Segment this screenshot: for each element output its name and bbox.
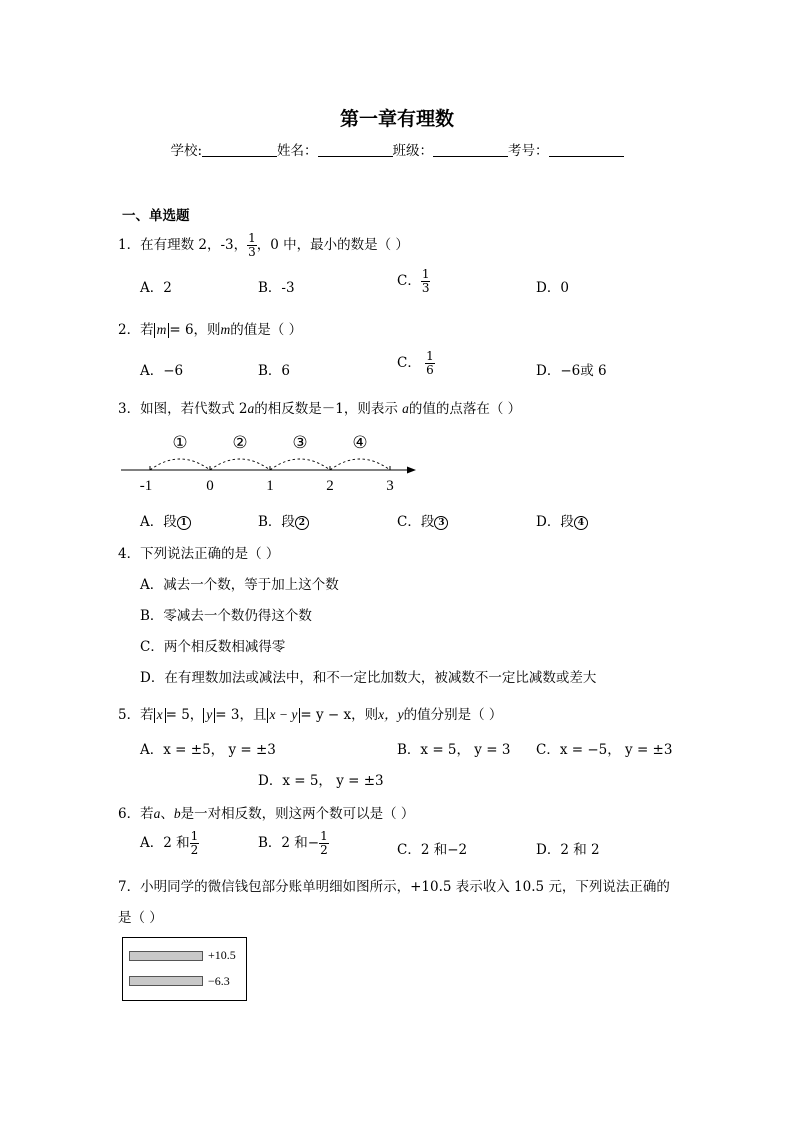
absolute-value: x − y bbox=[267, 708, 301, 723]
name-label: 姓名： bbox=[277, 143, 318, 159]
segment-label: ④ bbox=[352, 433, 368, 453]
section-heading: 一、单选题 bbox=[122, 208, 190, 224]
q5-option-b[interactable]: B．x = 5， y = 3 bbox=[397, 742, 511, 758]
q2-option-b[interactable]: B．6 bbox=[258, 363, 291, 379]
q3-option-c[interactable]: C．段 3 bbox=[397, 510, 448, 530]
circled-number-icon: 4 bbox=[574, 516, 588, 530]
q3-option-b[interactable]: B．段 2 bbox=[258, 510, 309, 530]
income-amount: +10.5 bbox=[208, 948, 236, 962]
q4-option-c[interactable]: C．两个相反数相减得零 bbox=[140, 639, 286, 655]
class-label: 班级： bbox=[392, 143, 434, 159]
expense-bar bbox=[129, 976, 203, 986]
q1-option-a[interactable]: A．2 bbox=[140, 280, 172, 296]
q2-option-c[interactable]: C． $\frac{1}{6}$ bbox=[397, 349, 434, 378]
wallet-bill-figure bbox=[122, 937, 247, 1001]
circled-number-icon: 1 bbox=[177, 516, 191, 530]
tick-label: -1 bbox=[139, 478, 153, 494]
q2-option-a[interactable]: A．−6 bbox=[140, 363, 184, 379]
absolute-value: m bbox=[154, 323, 170, 338]
question-3-stem: 3．如图，若代数式 2a的相反数是－1，则表示 a的值的点落在（ ） bbox=[118, 401, 522, 417]
segment-label: ② bbox=[232, 433, 248, 453]
fraction: $\frac{1}{2}$ bbox=[190, 829, 199, 858]
q5-option-c[interactable]: C．x = −5， y = ±3 bbox=[536, 742, 673, 758]
tick-marks bbox=[150, 466, 390, 470]
segment-label: ① bbox=[172, 433, 188, 453]
question-1-stem: 1．在有理数 2，-3， $\frac{1}{3}$ ，0 中，最小的数是（ ） bbox=[118, 231, 409, 260]
q6-option-b[interactable]: B．2 和− $\frac{1}{2}$ bbox=[258, 829, 328, 858]
student-info-line bbox=[0, 139, 794, 159]
tick-label: 3 bbox=[386, 478, 394, 494]
fraction: $\frac{1}{2}$ bbox=[320, 829, 328, 858]
q6-option-d[interactable]: D．2 和 2 bbox=[536, 842, 600, 858]
q4-option-d[interactable]: D．在有理数加法或减法中，和不一定比加数大，被减数不一定比减数或差大 bbox=[140, 670, 597, 686]
q6-option-c[interactable]: C．2 和−2 bbox=[397, 842, 468, 858]
q4-option-b[interactable]: B．零减去一个数仍得这个数 bbox=[140, 608, 312, 624]
tick-label: 0 bbox=[206, 478, 214, 494]
question-2-stem: 2．若 m = 6，则m的值是（ ） bbox=[118, 322, 303, 338]
q1-option-b[interactable]: B．-3 bbox=[258, 280, 295, 296]
question-7-stem-line2: 是（ ） bbox=[118, 910, 163, 926]
fraction: $\frac{1}{6}$ bbox=[426, 349, 434, 378]
fraction: $\frac{1}{3}$ bbox=[248, 231, 256, 260]
circled-number-icon: 3 bbox=[434, 516, 448, 530]
q4-option-a[interactable]: A．减去一个数，等于加上这个数 bbox=[140, 577, 339, 593]
number-line-figure bbox=[118, 428, 428, 496]
question-5-stem: 5．若 x = 5， y = 3，且 x − y = y − x，则x，y的值分别是（ ） bbox=[118, 707, 503, 723]
name-blank[interactable] bbox=[318, 143, 393, 157]
q5-option-d[interactable]: D．x = 5， y = ±3 bbox=[258, 773, 384, 789]
question-7-stem-line1: 7．小明同学的微信钱包部分账单明细如图所示，+10.5 表示收入 10.5 元，下列说法正确的 bbox=[118, 879, 670, 895]
q5-option-a[interactable]: A．x = ±5， y = ±3 bbox=[140, 742, 276, 758]
q1-option-d[interactable]: D．0 bbox=[536, 280, 569, 296]
segment-label: ③ bbox=[292, 433, 308, 453]
fraction: $\frac{1}{3}$ bbox=[421, 267, 430, 296]
q1-option-c[interactable]: C． $\frac{1}{3}$ bbox=[397, 267, 430, 296]
class-blank[interactable] bbox=[433, 143, 508, 157]
arrow-right-icon bbox=[407, 467, 416, 474]
question-4-stem: 4．下列说法正确的是（ ） bbox=[118, 546, 280, 562]
q6-option-a[interactable]: A．2 和 $\frac{1}{2}$ bbox=[140, 829, 199, 858]
tick-label: 2 bbox=[326, 478, 334, 494]
tick-label: 1 bbox=[266, 478, 274, 494]
absolute-value: y bbox=[203, 708, 215, 723]
q3-option-d[interactable]: D．段 4 bbox=[536, 510, 588, 530]
exam-no-blank[interactable] bbox=[549, 143, 624, 157]
school-label: 学校: bbox=[170, 143, 203, 159]
question-6-stem: 6．若a、b是一对相反数，则这两个数可以是（ ） bbox=[118, 806, 415, 822]
absolute-value: x bbox=[154, 708, 166, 723]
school-blank[interactable] bbox=[202, 143, 277, 157]
page-title: 第一章有理数 bbox=[339, 108, 454, 130]
exam-no-label: 考号： bbox=[508, 143, 549, 159]
circled-number-icon: 2 bbox=[295, 516, 309, 530]
income-bar bbox=[129, 951, 203, 961]
q2-option-d[interactable]: D．−6或 6 bbox=[536, 363, 607, 379]
q3-option-a[interactable]: A．段 1 bbox=[140, 510, 191, 530]
expense-amount: −6.3 bbox=[208, 974, 230, 988]
